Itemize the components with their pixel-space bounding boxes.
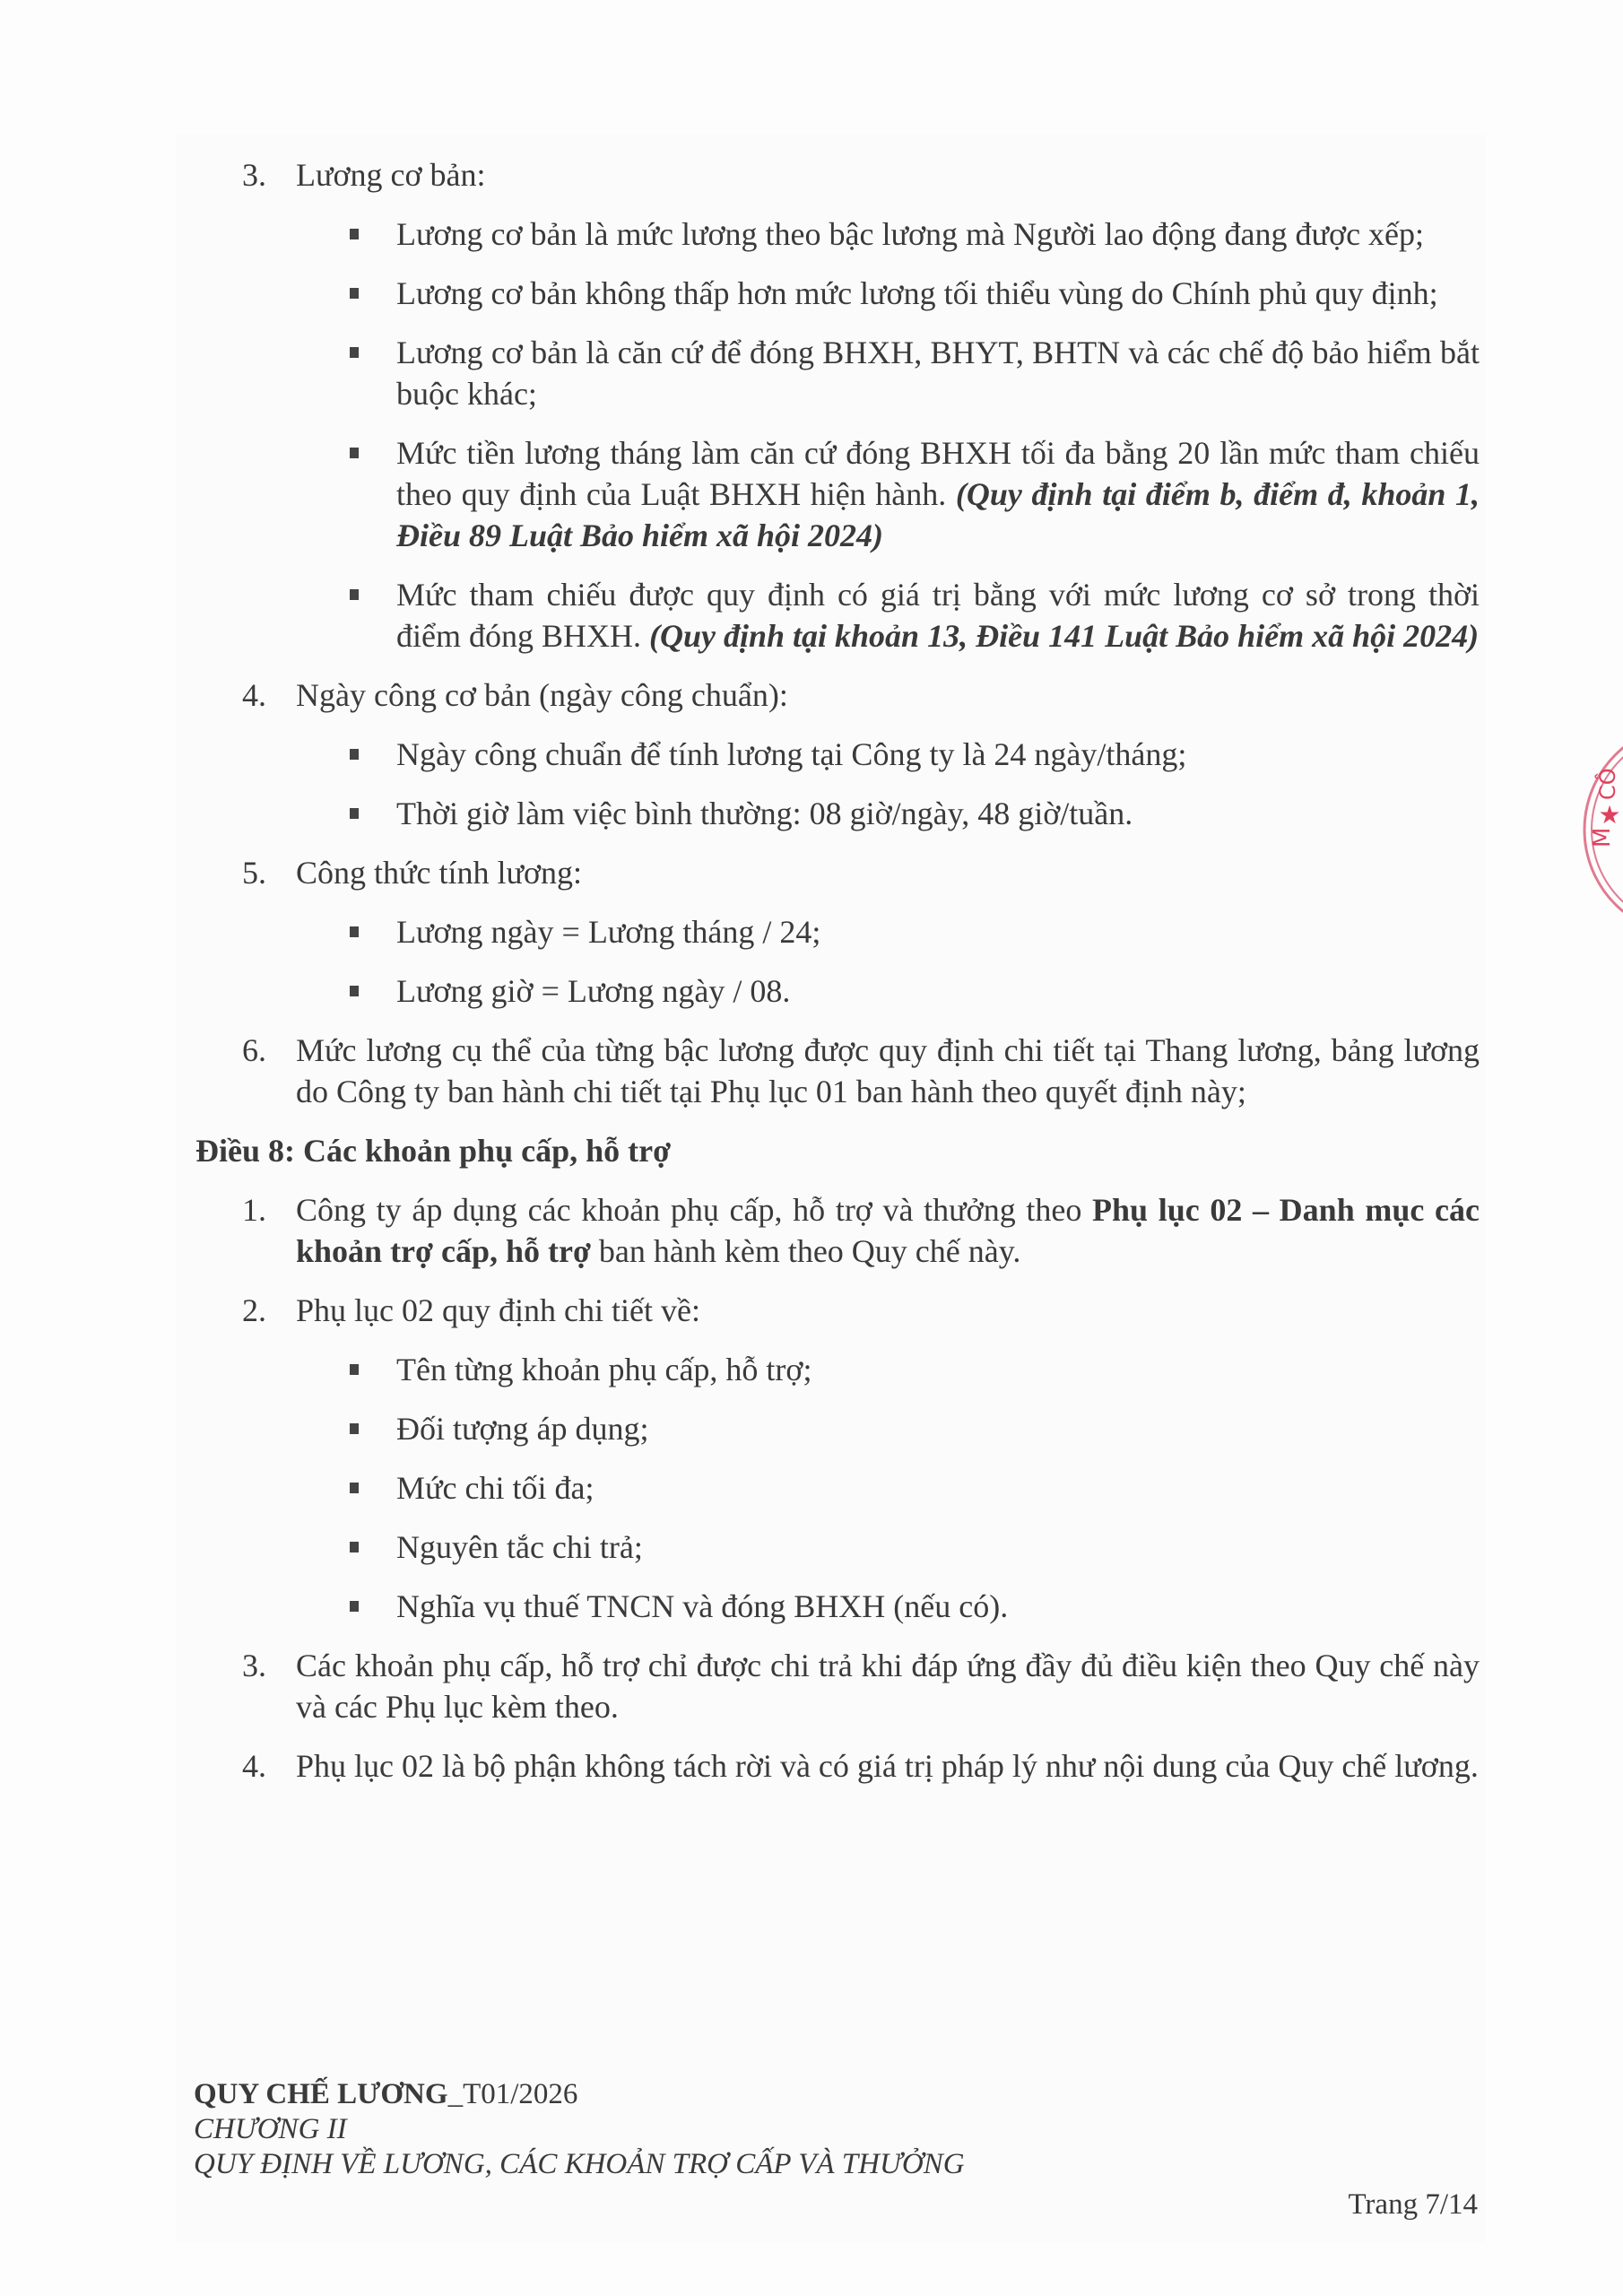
article-heading: Điều 8: Các khoản phụ cấp, hỗ trợ [195,1133,672,1169]
square-bullet-icon [350,589,359,600]
item-number: 3. [242,1648,266,1683]
legal-reference: (Quy định tại khoản 13, Điều 141 Luật Bảo hiểm xã hội 2024) [649,618,1480,654]
bullet-text: Lương cơ bản không thấp hơn mức lương tối thiểu vùng do Chính phủ quy định; [396,275,1438,311]
bullet-item [195,1408,1480,1449]
seal-text-top: CÔ [1595,768,1620,800]
item-text: Các khoản phụ cấp, hỗ trợ chỉ được chi trả khi đáp ứng đầy đủ điều kiện theo Quy chế này và các Phụ lục kèm theo. [296,1648,1480,1725]
footer-chapter-title: QUY ĐỊNH VỀ LƯƠNG, CÁC KHOẢN TRỢ CẤP VÀ THƯỞNG [194,2148,965,2180]
item-number: 2. [242,1292,266,1328]
page-footer [194,2077,1478,2222]
bullet-text: Đối tượng áp dụng; [396,1411,649,1447]
bullet-item [195,1526,1480,1568]
doc-title: QUY CHẾ LƯƠNG [194,2078,448,2110]
bullet-item [195,213,1480,255]
square-bullet-icon [350,986,359,996]
page-number: Trang 7/14 [1348,2188,1478,2221]
bullet-item [195,432,1480,556]
list-item-1 [195,1189,1480,1272]
doc-code: _T01/2026 [447,2078,578,2110]
bullet-item [195,970,1480,1012]
list-item-3 [195,1645,1480,1727]
item-title: Ngày công cơ bản (ngày công chuẩn): [296,677,788,713]
bullet-item [195,911,1480,952]
bullet-item [195,332,1480,414]
item-number: 3. [242,157,266,193]
bullet-text: Tên từng khoản phụ cấp, hỗ trợ; [396,1352,812,1387]
square-bullet-icon [350,1483,359,1493]
legal-reference: (Quy định tại điểm b, điểm đ, khoản 1, Điều 89 Luật Bảo hiểm xã hội 2024) [396,476,1480,553]
bullet-text: Nghĩa vụ thuế TNCN và đóng BHXH (nếu có). [396,1588,1009,1624]
bullet-text: Lương cơ bản là căn cứ để đóng BHXH, BHYT, BHTN và các chế độ bảo hiểm bắt buộc khác; [396,335,1480,412]
list-item-4 [195,674,1480,716]
square-bullet-icon [350,1601,359,1612]
square-bullet-icon [350,808,359,819]
item-title: Công thức tính lương: [296,855,583,891]
item-number: 5. [242,855,266,891]
bullet-text: Mức tham chiếu được quy định có giá trị bằng với mức lương cơ sở trong thời điểm đóng BHXH. [396,577,1480,654]
square-bullet-icon [350,749,359,760]
square-bullet-icon [350,926,359,937]
text-run: ban hành kèm theo Quy chế này. [590,1233,1021,1269]
footer-chapter: CHƯƠNG II [194,2113,347,2145]
item-number: 4. [242,1748,266,1784]
bullet-text: Lương cơ bản là mức lương theo bậc lương mà Người lao động đang được xếp; [396,216,1425,252]
square-bullet-icon [350,1364,359,1375]
list-item-2 [195,1290,1480,1331]
bullet-text: Lương ngày = Lương tháng / 24; [396,914,821,950]
square-bullet-icon [350,229,359,239]
bullet-item [195,1586,1480,1627]
list-item-6 [195,1030,1480,1112]
item-text: Phụ lục 02 là bộ phận không tách rời và có giá trị pháp lý như nội dung của Quy chế lương. [296,1748,1479,1784]
bullet-text: Mức chi tối đa; [396,1470,595,1506]
bullet-text: Ngày công chuẩn để tính lương tại Công ty là 24 ngày/tháng; [396,736,1187,772]
item-title: Phụ lục 02 quy định chi tiết về: [296,1292,700,1328]
footer-doc-title [194,2077,1478,2112]
item-title: Lương cơ bản: [296,157,486,193]
bullet-item [195,574,1480,657]
square-bullet-icon [350,448,359,458]
list-item-4 [195,1745,1480,1787]
appendix-reference: Phụ lục 02 – Danh mục các khoản trợ cấp, hỗ trợ [296,1192,1480,1269]
square-bullet-icon [350,288,359,299]
list-item-3 [195,154,1480,196]
list-item-5 [195,852,1480,893]
company-seal-stamp [1565,718,1623,942]
square-bullet-icon [350,1542,359,1552]
bullet-item [195,1349,1480,1390]
text-run: Công ty áp dụng các khoản phụ cấp, hỗ trợ và thưởng theo [296,1192,1092,1228]
document-body [195,154,1480,1805]
square-bullet-icon [350,347,359,358]
bullet-text: Nguyên tắc chi trả; [396,1529,643,1565]
bullet-text: Mức tiền lương tháng làm căn cứ đóng BHXH tối đa bằng 20 lần mức tham chiếu theo quy định của Luật BHXH hiện hành. [396,435,1480,512]
bullet-item [195,1467,1480,1509]
item-number: 1. [242,1192,266,1228]
bullet-item [195,734,1480,775]
bullet-item [195,793,1480,834]
seal-text-bottom: M [1589,827,1616,848]
item-text: Mức lương cụ thể của từng bậc lương được quy định chi tiết tại Thang lương, bảng lương do Công ty ban hành chi tiết tại Phụ lục 01 ban hành theo quyết định này; [296,1032,1480,1109]
square-bullet-icon [350,1423,359,1434]
star-icon: ★ [1598,800,1621,830]
bullet-item [195,273,1480,314]
item-number: 4. [242,677,266,713]
item-number: 6. [242,1032,266,1068]
item-text [296,1189,1480,1272]
bullet-text: Lương giờ = Lương ngày / 08. [396,973,791,1009]
bullet-text: Thời giờ làm việc bình thường: 08 giờ/ngày, 48 giờ/tuần. [396,796,1133,831]
